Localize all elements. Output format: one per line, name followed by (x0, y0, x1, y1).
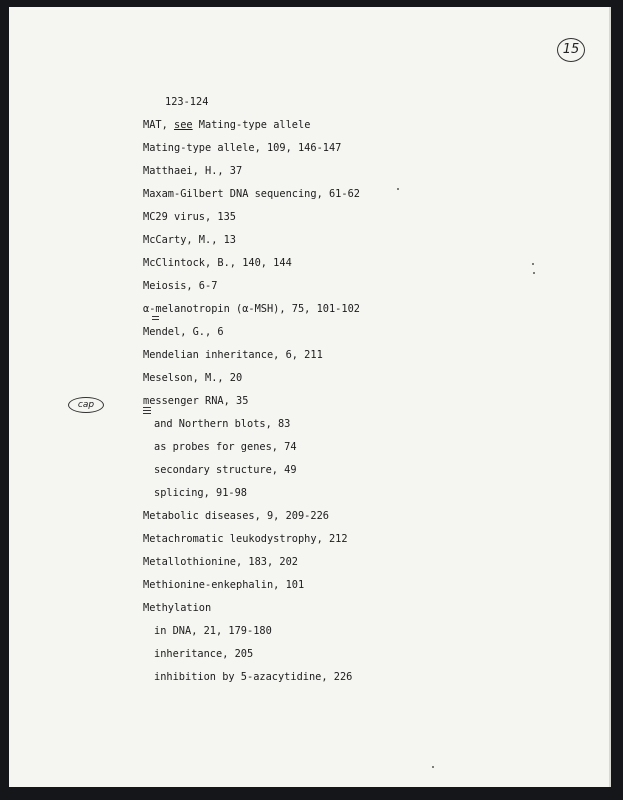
index-line: and Northern blots, 83 (154, 418, 291, 430)
index-line: Mating-type allele, 109, 146-147 (143, 142, 342, 154)
index-line: Mendelian inheritance, 6, 211 (143, 349, 323, 361)
ink-speck (533, 272, 535, 274)
index-line: inheritance, 205 (154, 648, 254, 660)
index-line: Methylation (143, 602, 212, 614)
index-line: messenger RNA, 35 (143, 395, 249, 407)
index-line: secondary structure, 49 (154, 464, 297, 476)
index-line: in DNA, 21, 179-180 (154, 625, 272, 637)
margin-note: cap (68, 397, 104, 413)
index-line: splicing, 91-98 (154, 487, 247, 499)
index-line: McCarty, M., 13 (143, 234, 236, 246)
index-line: Meselson, M., 20 (143, 372, 243, 384)
page-number: 15 (557, 38, 585, 62)
index-line: Meiosis, 6-7 (143, 280, 218, 292)
index-line: McClintock, B., 140, 144 (143, 257, 292, 269)
capitalize-mark (143, 407, 151, 408)
index-line: Maxam-Gilbert DNA sequencing, 61-62 (143, 188, 360, 200)
index-line: Matthaei, H., 37 (143, 165, 243, 177)
index-line: 123-124 (165, 96, 209, 108)
index-text: MAT, (143, 119, 174, 131)
index-text: Mating-type allele (192, 119, 311, 131)
capitalize-mark (143, 413, 151, 414)
ink-speck (532, 263, 534, 265)
ink-speck (432, 766, 434, 768)
index-line: Metachromatic leukodystrophy, 212 (143, 533, 348, 545)
index-line: Methionine-enkephalin, 101 (143, 579, 305, 591)
index-line: Metallothionine, 183, 202 (143, 556, 298, 568)
index-line: Metabolic diseases, 9, 209-226 (143, 510, 329, 522)
see-reference: see (174, 119, 193, 131)
index-line: α-melanotropin (α-MSH), 75, 101-102 (143, 303, 360, 315)
capitalize-mark (152, 316, 159, 317)
index-line: MC29 virus, 135 (143, 211, 236, 223)
index-line: Mendel, G., 6 (143, 326, 224, 338)
index-line: as probes for genes, 74 (154, 441, 297, 453)
document-page (9, 7, 611, 787)
ink-speck (397, 188, 399, 190)
capitalize-mark (152, 319, 159, 320)
capitalize-mark (143, 410, 151, 411)
index-line: inhibition by 5-azacytidine, 226 (154, 671, 353, 683)
index-line (143, 119, 310, 131)
